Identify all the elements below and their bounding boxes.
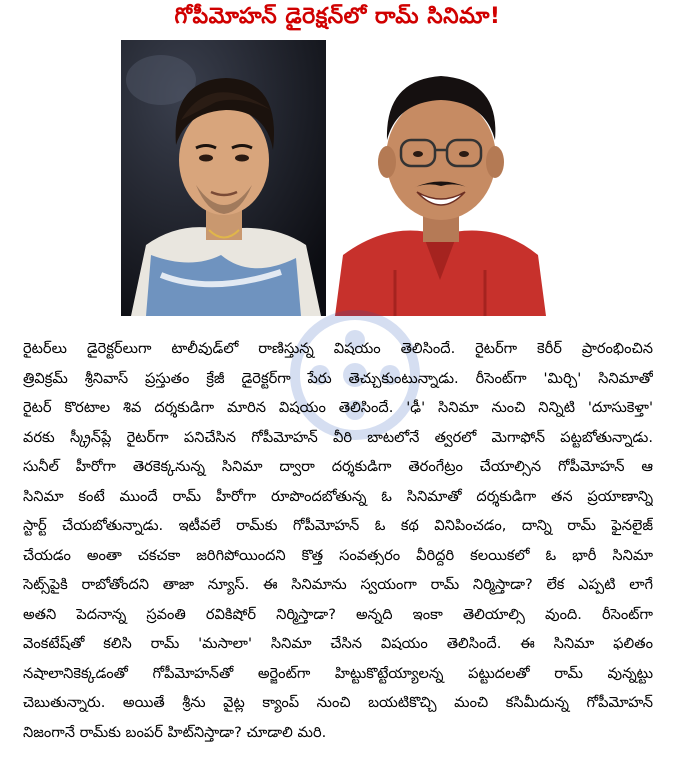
article-line: చేయడం అంతా చకచకా జరిగిపోయిందని కొత్త సంవత్సరం వీరిద్దరి కలయికలో ఓ భారీ సినిమా	[23, 546, 653, 564]
headline: గోపీమోహన్ డైరెక్షన్‌లో రామ్ సినిమా!	[174, 4, 501, 29]
article-line: అతని పెదనాన్న స్రవంతి రవికిషోర్ నిర్మిస్తాడా? అన్నది ఇంకా తెలియాల్సి వుంది. రీసెంట్‌గా	[23, 605, 653, 623]
article-line: సెట్స్‌పైకి రాబోతోందని తాజా న్యూస్. ఈ సినిమాను స్వయంగా రామ్ నిర్మిస్తాడా? లేక ఎప్పటి లాగే	[23, 576, 653, 593]
article-line: వెంకటేష్‌తో కలిసి రామ్ 'మసాలా' సినిమా చేసిన విషయం తెలిసిందే. ఈ సినిమా ఫలితం	[23, 635, 653, 652]
article-line: సినిమా కంటే ముందే రామ్ హీరోగా రూపొందబోతున్న ఓ సినిమాతో దర్శకుడిగా తన ప్రయాణాన్ని	[23, 487, 653, 505]
article-line: త్రివిక్రమ్ శ్రీనివాస్ ప్రస్తుతం క్రేజీ డైరెక్టర్‌గా పేరు తెచ్చుకుంటున్నాడు. రీసెంట్‌గా 'మిర్చి' సినిమాతో	[23, 369, 653, 387]
writer-gopimohan-photo	[335, 40, 546, 316]
article-line: సునీల్ హీరోగా తెరకెక్కనున్న సినిమా ద్వారా దర్శకుడిగా తెరంగేట్రం చేయాల్సిన గోపీమోహన్ ఆ	[23, 458, 653, 475]
article-line: రైటర్‌లు డైరెక్టర్‌లుగా టాలీవుడ్‌లో రాణిస్తున్న విషయం తెలిసిందే. రైటర్‌గా కెరీర్ ప్రారంభించిన	[23, 340, 653, 357]
article-body	[23, 334, 653, 747]
article-line: చెబుతున్నారు. అయితే శ్రీను వైట్ల క్యాంప్ నుంచి బయటికొచ్చి మంచి కసిమీదున్న గోపీమోహన్	[23, 694, 653, 711]
article-line: వరకు స్క్రీన్‌ప్లే రైటర్‌గా పనిచేసిన గోపీమోహన్ వీరి బాటలోనే త్వరలో మెగాఫోన్ పట్టబోతున్నాడు.	[23, 428, 653, 446]
article-line: నషాలానికెక్కడంతో గోపీమోహన్‌తో అర్జెంట్‌గా హిట్టుకొట్టేయ్యాలన్న పట్టుదలతో రామ్ వున్నట్టు	[23, 664, 653, 682]
actor-ram-photo	[121, 40, 326, 316]
article-line: స్టార్ట్ చేయబోతున్నాడు. ఇటీవలే రామ్‌కు గోపీమోహన్ ఓ కథ వినిపించడం, దాన్ని రామ్ ఫైనలైజ్	[23, 517, 653, 534]
article-line: నిజంగానే రామ్‌కు బంపర్ హిట్‌నిస్తాడా? చూడాలి మరి.	[23, 723, 327, 741]
article-line: రైటర్ కొరటాల శివ దర్శకుడిగా మారిన విషయం తెలిసిందే. 'ఢీ' సినిమా నుంచి నిన్నిటి 'దూసుకెళ్తా'	[23, 399, 653, 416]
